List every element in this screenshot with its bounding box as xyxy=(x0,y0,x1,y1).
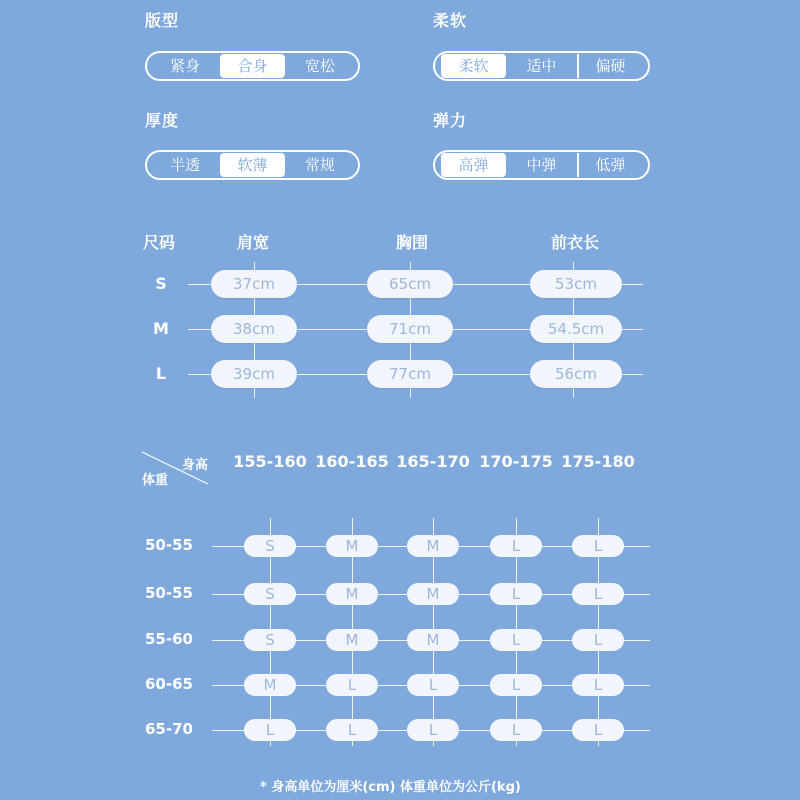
softness-title: 柔软 xyxy=(433,11,468,30)
softness-option[interactable]: 偏硬 xyxy=(577,54,642,78)
recommended-size-cell: L xyxy=(326,719,378,741)
shoulder-header: 肩宽 xyxy=(237,233,270,252)
fit-option[interactable]: 合身 xyxy=(220,54,284,78)
thickness-title: 厚度 xyxy=(145,111,180,130)
length-value: 56cm xyxy=(530,360,622,388)
recommended-size-cell: S xyxy=(244,583,296,605)
recommended-size-cell: L xyxy=(572,629,624,651)
weight-range-label: 50-55 xyxy=(145,584,193,602)
size-label: M xyxy=(153,319,169,338)
size-label: S xyxy=(155,274,167,293)
unit-footnote: * 身高单位为厘米(cm) 体重单位为公斤(kg) xyxy=(260,780,521,795)
elasticity-option[interactable]: 低弹 xyxy=(577,153,642,177)
recommended-size-cell: L xyxy=(490,674,542,696)
softness-option[interactable]: 柔软 xyxy=(441,54,506,78)
size-label: L xyxy=(155,364,167,383)
recommended-size-cell: M xyxy=(407,583,459,605)
height-corner-label: 身高 xyxy=(182,458,209,473)
softness-option[interactable]: 适中 xyxy=(526,57,557,75)
recommended-size-cell: M xyxy=(244,674,296,696)
weight-range-label: 50-55 xyxy=(145,536,193,554)
elasticity-option[interactable]: 高弹 xyxy=(441,153,506,177)
recommended-size-cell: M xyxy=(326,583,378,605)
softness-options xyxy=(433,51,650,81)
elasticity-options xyxy=(433,150,650,180)
recommended-size-cell: L xyxy=(572,674,624,696)
recommended-size-cell: L xyxy=(326,674,378,696)
height-range-header: 175-180 xyxy=(561,452,635,471)
recommended-size-cell: L xyxy=(572,535,624,557)
recommended-size-cell: S xyxy=(244,535,296,557)
recommended-size-cell: L xyxy=(572,719,624,741)
recommended-size-cell: L xyxy=(490,629,542,651)
weight-range-label: 55-60 xyxy=(145,630,193,648)
fit-option[interactable]: 宽松 xyxy=(304,57,335,75)
recommended-size-cell: L xyxy=(572,583,624,605)
recommended-size-cell: M xyxy=(407,629,459,651)
elasticity-title: 弹力 xyxy=(433,111,468,130)
fit-option[interactable]: 紧身 xyxy=(170,57,201,75)
shoulder-value: 37cm xyxy=(211,270,297,298)
height-range-header: 160-165 xyxy=(315,452,389,471)
weight-corner-label: 体重 xyxy=(142,473,169,488)
recommended-size-cell: L xyxy=(490,583,542,605)
shoulder-value: 39cm xyxy=(211,360,297,388)
recommended-size-cell: M xyxy=(326,535,378,557)
chest-value: 71cm xyxy=(367,315,453,343)
chest-value: 65cm xyxy=(367,270,453,298)
length-header: 前衣长 xyxy=(551,233,600,252)
chest-header: 胸围 xyxy=(396,233,429,252)
height-range-header: 155-160 xyxy=(233,452,307,471)
recommended-size-cell: L xyxy=(490,535,542,557)
recommended-size-cell: L xyxy=(407,719,459,741)
weight-range-label: 60-65 xyxy=(145,675,193,693)
thickness-option[interactable]: 半透 xyxy=(170,156,201,174)
recommended-size-cell: L xyxy=(407,674,459,696)
thickness-options xyxy=(145,150,360,180)
recommended-size-cell: M xyxy=(326,629,378,651)
recommended-size-cell: S xyxy=(244,629,296,651)
size-header: 尺码 xyxy=(143,233,176,252)
thickness-option[interactable]: 软薄 xyxy=(220,153,284,177)
height-range-header: 165-170 xyxy=(396,452,470,471)
fit-options xyxy=(145,51,360,81)
length-value: 54.5cm xyxy=(530,315,622,343)
elasticity-option[interactable]: 中弹 xyxy=(526,156,557,174)
height-range-header: 170-175 xyxy=(479,452,553,471)
shoulder-value: 38cm xyxy=(211,315,297,343)
length-value: 53cm xyxy=(530,270,622,298)
weight-range-label: 65-70 xyxy=(145,720,193,738)
recommended-size-cell: L xyxy=(490,719,542,741)
recommended-size-cell: L xyxy=(244,719,296,741)
recommended-size-cell: M xyxy=(407,535,459,557)
fit-title: 版型 xyxy=(145,11,180,30)
chest-value: 77cm xyxy=(367,360,453,388)
thickness-option[interactable]: 常规 xyxy=(304,156,335,174)
